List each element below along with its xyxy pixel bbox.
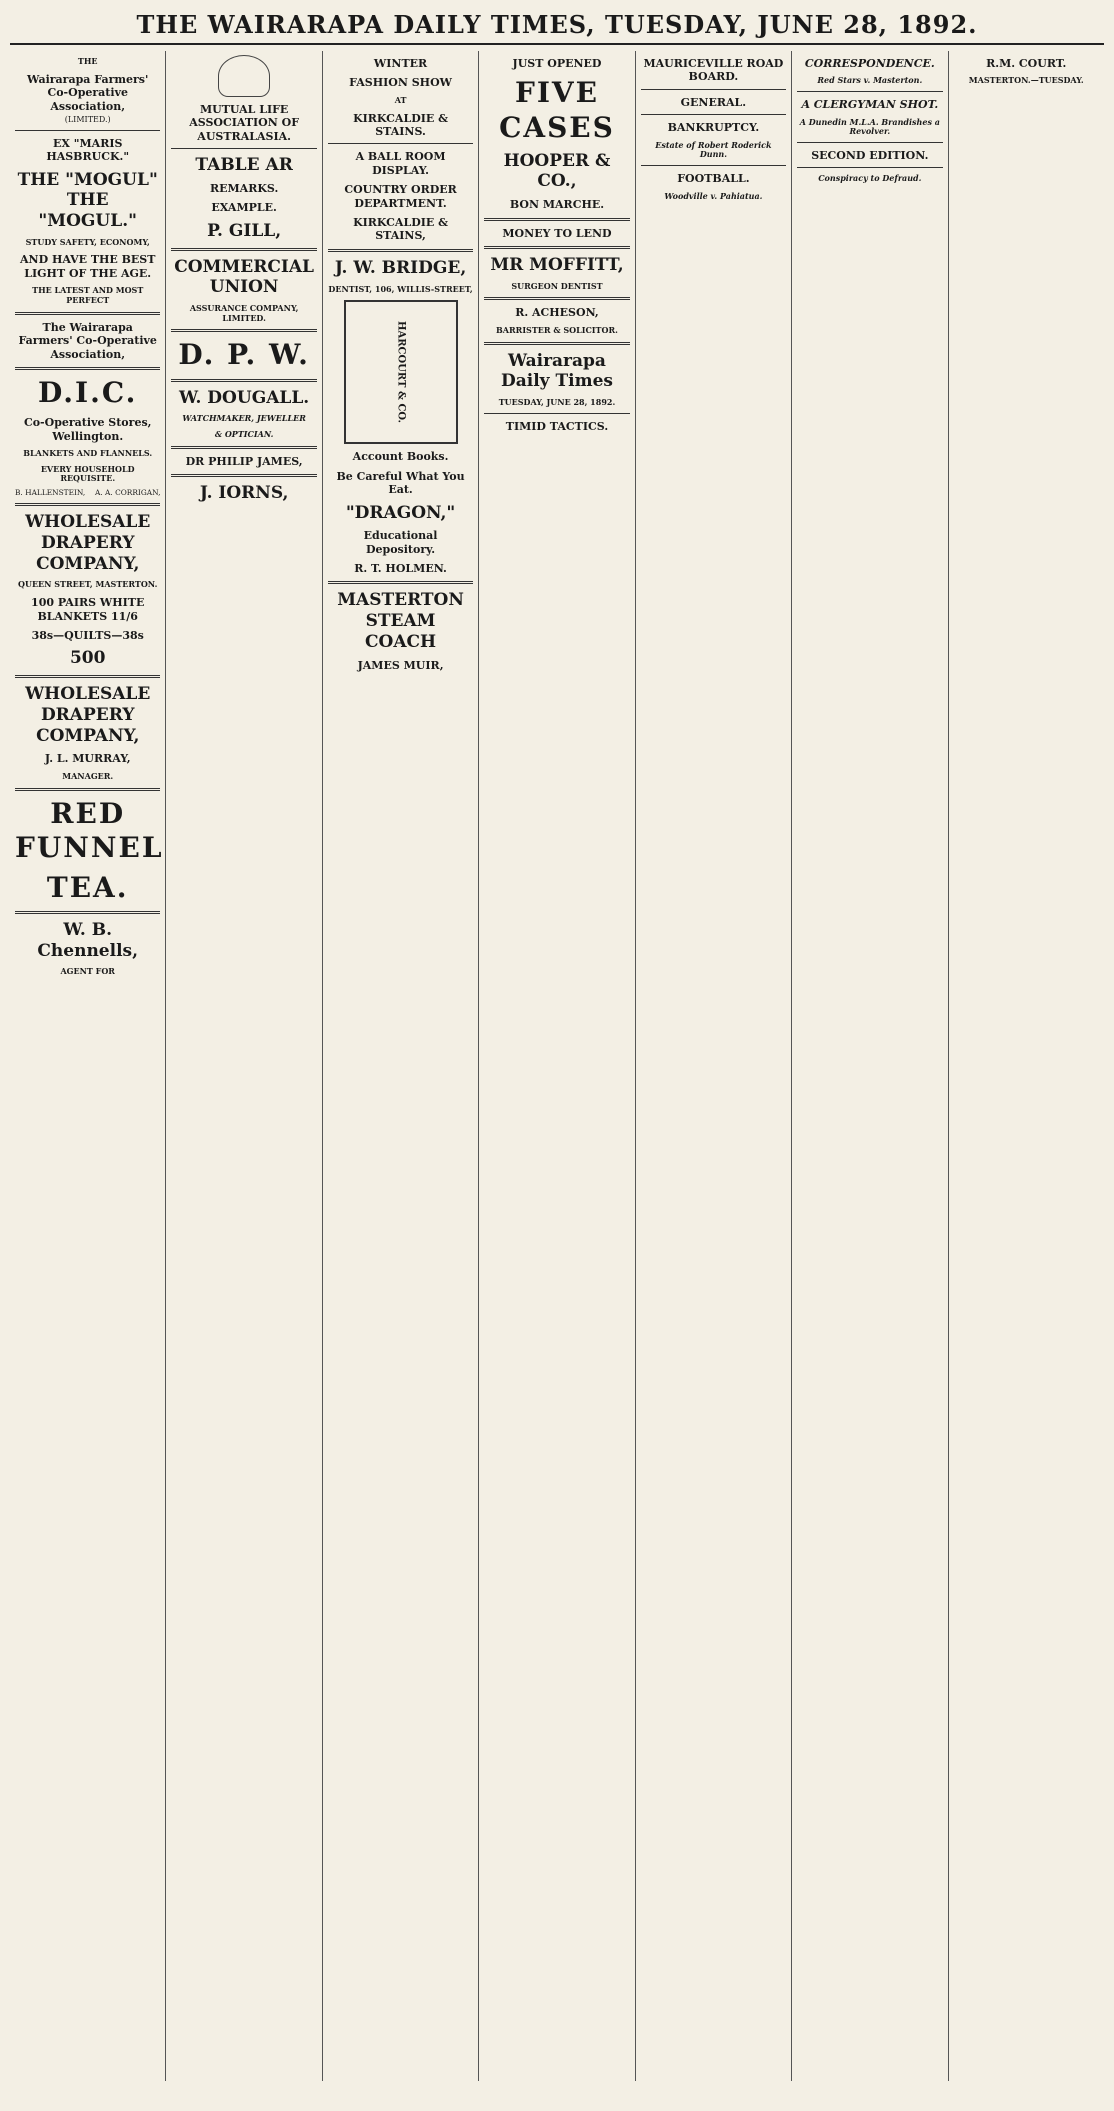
red-funnel-heading: RED FUNNEL xyxy=(15,796,164,864)
crest-icon xyxy=(218,55,270,97)
wholesale-heading: WHOLESALE DRAPERY COMPANY, xyxy=(25,512,151,574)
column-7: R.M. COURT. MASTERTON.—TUESDAY. xyxy=(968,57,1084,86)
newspaper-page xyxy=(10,10,1104,2091)
mogul-heading: THE "MOGUL" THE "MOGUL." xyxy=(17,169,158,231)
column-5: MAURICEVILLE ROAD BOARD. GENERAL. BANKRUPTCY. Estate of Robert Roderick Dunn. FOOTBALL. Woodville v. Pahiatua. xyxy=(636,51,792,2081)
masthead: THE WAIRARAPA DAILY TIMES, TUESDAY, JUNE 28, 1892. xyxy=(10,10,1104,45)
columns xyxy=(10,51,1104,2081)
column-2: MUTUAL LIFE ASSOCIATION OF AUSTRALASIA. TABLE AR REMARKS. EXAMPLE. P. GILL, COMMERCIAL UNION ASSURANCE COMPANY, LIMITED. D. P. W. W. DOUGALL. WATCHMAKER, JEWELLER & OPTICIAN. DR PHILIP JAMES, J. IORNS, xyxy=(166,51,322,2081)
ad1-head: Wairarapa Farmers' Co-Operative Association, xyxy=(27,72,149,113)
column-1: THE Wairarapa Farmers' Co-Operative Association, (LIMITED.) EX "MARIS HASBRUCK." THE "MOGUL" THE "MOGUL." STUDY SAFETY, ECONOMY, AND HAVE THE BEST LIGHT OF THE AGE. THE LATEST AND MOST PERFECT The Wairarapa Farmers' Co-Operative Association, D.I.C. Co-Operative Stores, Wellington. BLANKETS AND FLANNELS. EVERY HOUSEHOLD REQUISITE. B. HALLENSTEIN, A. A. CORRIGAN, WHOLESALE DRAPERY COMPANY, QUEEN STREET, MASTERTON. 100 PAIRS WHITE BLANKETS 11/6 38s—QUILTS—38s 500 WHOLESALE DRAPERY COMPANY, J. L. MURRAY, MANAGER. RED FUNNEL TEA. W. B. Chennells, AGENT FOR xyxy=(10,51,166,2081)
harcourt-logo: HARCOURT & CO. xyxy=(344,300,458,444)
column-6: CORRESPONDENCE. Red Stars v. Masterton. A CLERGYMAN SHOT. A Dunedin M.L.A. Brandishes a Revolver. SECOND EDITION. Conspiracy to Defraud. xyxy=(792,51,948,2081)
paper-title: Wairarapa Daily Times xyxy=(501,350,613,392)
column-4: JUST OPENED FIVE CASES HOOPER & CO., BON MARCHE. MONEY TO LEND MR MOFFITT, SURGEON DENTIST R. ACHESON, BARRISTER & SOLICITOR. Wairarapa Daily Times TUESDAY, JUNE 28, 1892. TIMID TACTICS. xyxy=(479,51,635,2081)
dic-heading: D.I.C. xyxy=(38,376,138,410)
column-3: WINTER FASHION SHOW AT KIRKCALDIE & STAINS. A BALL ROOM DISPLAY. COUNTRY ORDER DEPARTMENT. KIRKCALDIE & STAINS, J. W. BRIDGE, DENTIST, 106, WILLIS-STREET, HARCOURT & CO. Account Books. Be Careful What You Eat. "DRAGON," Educational Depository. R. T. HOLMEN. MASTERTON STEAM COACH JAMES MUIR, xyxy=(323,51,479,2081)
